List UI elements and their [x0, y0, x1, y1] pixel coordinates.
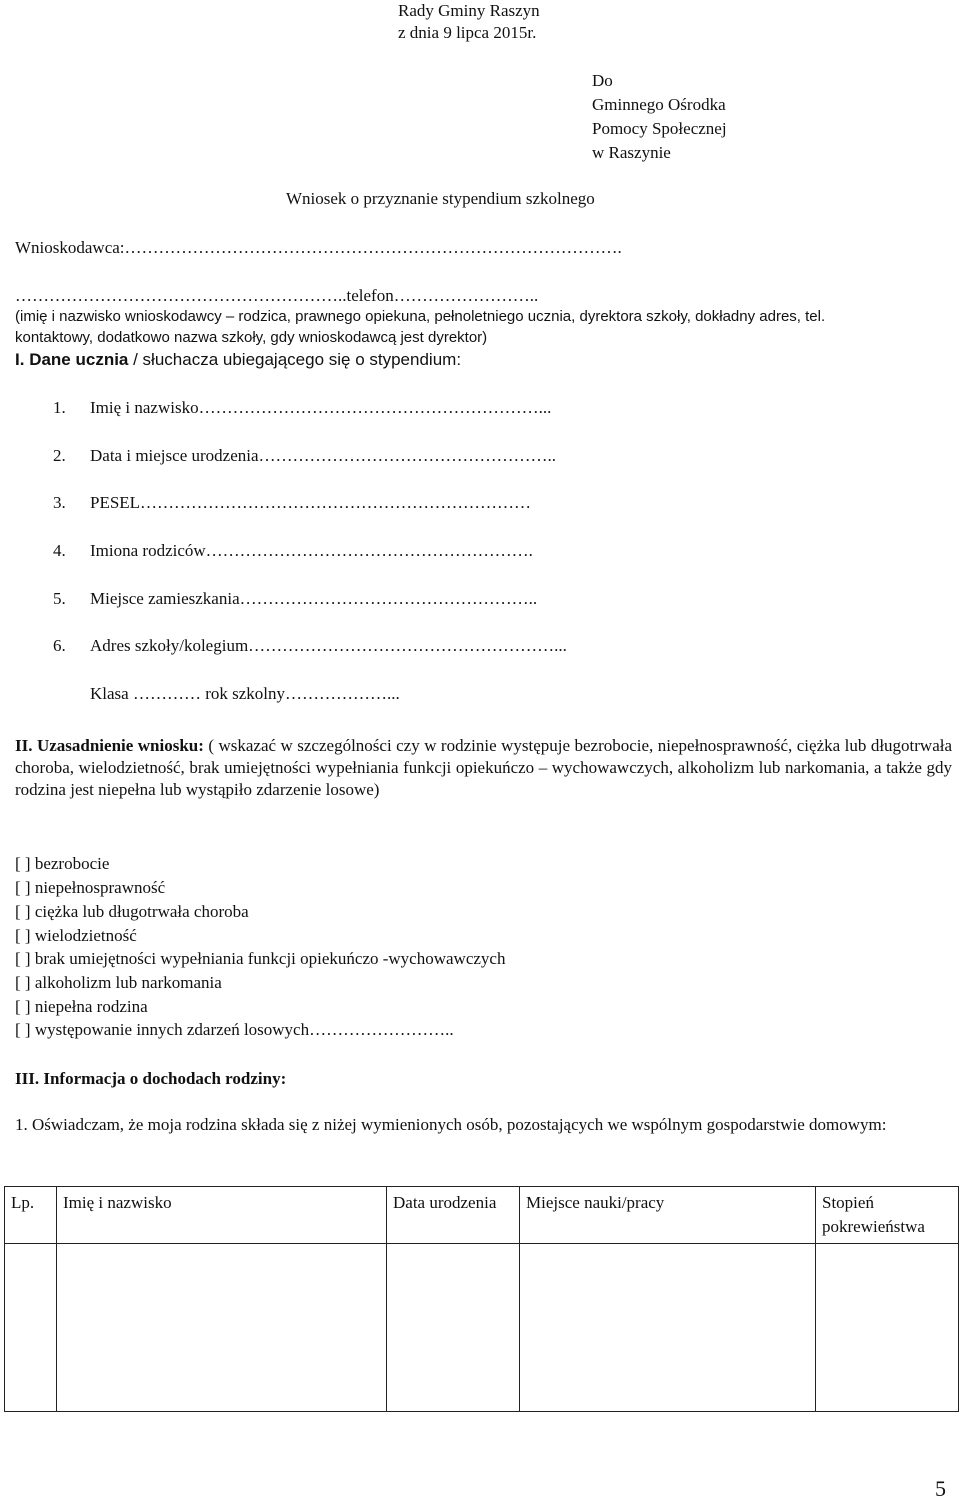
applicant-phone-field[interactable]: …………………………………………………..telefon…………………….. [15, 286, 539, 305]
class-school-year-field[interactable]: Klasa ………… rok szkolny………………... [90, 684, 400, 703]
option-parenting-skills[interactable] [15, 948, 505, 970]
section-1-heading-rest: / słuchacza ubiegającego się o stypendium: [128, 350, 462, 369]
section-2-number: II. [15, 736, 33, 755]
section-1-heading [15, 349, 461, 371]
option-label: alkoholizm lub narkomania [34, 973, 222, 992]
item-label: Adres szkoły/kolegium………………………………………………... [90, 636, 567, 655]
table-row [5, 1244, 959, 1412]
checkbox-mark: [ ] [15, 854, 31, 873]
option-label: bezrobocie [34, 854, 110, 873]
household-members-table [4, 1186, 959, 1412]
checkbox-mark: [ ] [15, 1020, 31, 1039]
addressee-line-2: Gminnego Ośrodka [592, 95, 726, 114]
option-large-family[interactable] [15, 925, 137, 947]
option-addiction[interactable] [15, 972, 222, 994]
checkbox-mark: [ ] [15, 997, 31, 1016]
item-number: 3. [53, 493, 66, 512]
column-header-lp: Lp. [5, 1187, 57, 1244]
checkbox-mark: [ ] [15, 949, 31, 968]
birth-date-place-field[interactable] [53, 445, 556, 467]
item-label: Data i miejsce urodzenia…………………………………………….. [90, 446, 557, 465]
item-label: PESEL…………………………………………………………… [90, 493, 532, 512]
column-header-place-of-study-work: Miejsce nauki/pracy [520, 1187, 816, 1244]
item-number: 4. [53, 541, 66, 560]
table-header-row [5, 1187, 959, 1244]
resolution-line: Rady Gminy Raszyn [398, 1, 540, 20]
table-cell[interactable] [5, 1244, 57, 1412]
option-disability[interactable] [15, 877, 165, 899]
checkbox-mark: [ ] [15, 902, 31, 921]
section-3-heading: III. Informacja o dochodach rodziny: [15, 1069, 287, 1088]
option-random-events[interactable] [15, 1019, 454, 1041]
addressee-line-4: w Raszynie [592, 143, 671, 162]
option-label: ciężka lub długotrwała choroba [34, 902, 249, 921]
item-label: Imię i nazwisko……………………………………………………... [90, 398, 552, 417]
option-serious-illness[interactable] [15, 901, 249, 923]
school-address-field[interactable] [53, 635, 567, 657]
item-number: 6. [53, 636, 66, 655]
section-1-bold-label: Dane ucznia [29, 350, 129, 369]
option-label: brak umiejętności wypełniania funkcji opiekuńczo -wychowawczych [34, 949, 506, 968]
table-cell[interactable] [520, 1244, 816, 1412]
option-label: wielodzietność [34, 926, 137, 945]
column-header-relationship: Stopień pokrewieństwa [816, 1187, 959, 1244]
applicant-note-line-2: kontaktowy, dodatkowo nazwa szkoły, gdy wnioskodawcą jest dyrektor) [15, 329, 488, 346]
column-header-name: Imię i nazwisko [57, 1187, 387, 1244]
section-2-description: ( wskazać w szczególności czy w rodzinie występuje bezrobocie, niepełnosprawność, ciężka lub długotrwała choroba, wielodzietność, brak umiejętności wypełniania funkcji opiekuńczo – wychowawczych, alkoholizm lub narkomania, a także gdy rodzina jest niepełna lub wystąpiło zdarzenie losowe) [15, 736, 953, 799]
checkbox-mark: [ ] [15, 926, 31, 945]
parents-names-field[interactable] [53, 540, 533, 562]
option-incomplete-family[interactable] [15, 996, 148, 1018]
student-name-field[interactable] [53, 397, 551, 419]
item-number: 2. [53, 446, 66, 465]
item-number: 5. [53, 589, 66, 608]
option-label: występowanie innych zdarzeń losowych…………………….. [34, 1020, 454, 1039]
addressee-line-1: Do [592, 71, 613, 90]
checkbox-mark: [ ] [15, 973, 31, 992]
table-cell[interactable] [57, 1244, 387, 1412]
item-number: 1. [53, 398, 66, 417]
column-header-birth-date: Data urodzenia [387, 1187, 520, 1244]
table-cell[interactable] [387, 1244, 520, 1412]
pesel-field[interactable] [53, 492, 531, 514]
page-number: 5 [935, 1476, 946, 1501]
resolution-date: z dnia 9 lipca 2015r. [398, 23, 537, 42]
option-unemployment[interactable] [15, 853, 109, 875]
household-statement: 1. Oświadczam, że moja rodzina składa się z niżej wymienionych osób, pozostających we wspólnym gospodarstwie domowym: [15, 1115, 887, 1134]
checkbox-mark: [ ] [15, 878, 31, 897]
item-label: Miejsce zamieszkania…………………………………………….. [90, 589, 538, 608]
option-label: niepełna rodzina [34, 997, 148, 1016]
applicant-note-line-1: (imię i nazwisko wnioskodawcy – rodzica, prawnego opiekuna, pełnoletniego ucznia, dyrektora szkoły, dokładny adres, tel. [15, 308, 826, 325]
applicant-field[interactable]: Wnioskodawca:……………………………………………………………………………. [15, 238, 622, 257]
item-label: Imiona rodziców…………………………………………………. [90, 541, 533, 560]
section-1-number: I. [15, 350, 25, 369]
addressee-line-3: Pomocy Społecznej [592, 119, 727, 138]
section-2-justification [15, 735, 952, 801]
option-label: niepełnosprawność [34, 878, 166, 897]
document-title: Wniosek o przyznanie stypendium szkolnego [286, 189, 595, 208]
table-cell[interactable] [816, 1244, 959, 1412]
section-2-bold-label: Uzasadnienie wniosku: [36, 736, 204, 755]
residence-field[interactable] [53, 588, 537, 610]
